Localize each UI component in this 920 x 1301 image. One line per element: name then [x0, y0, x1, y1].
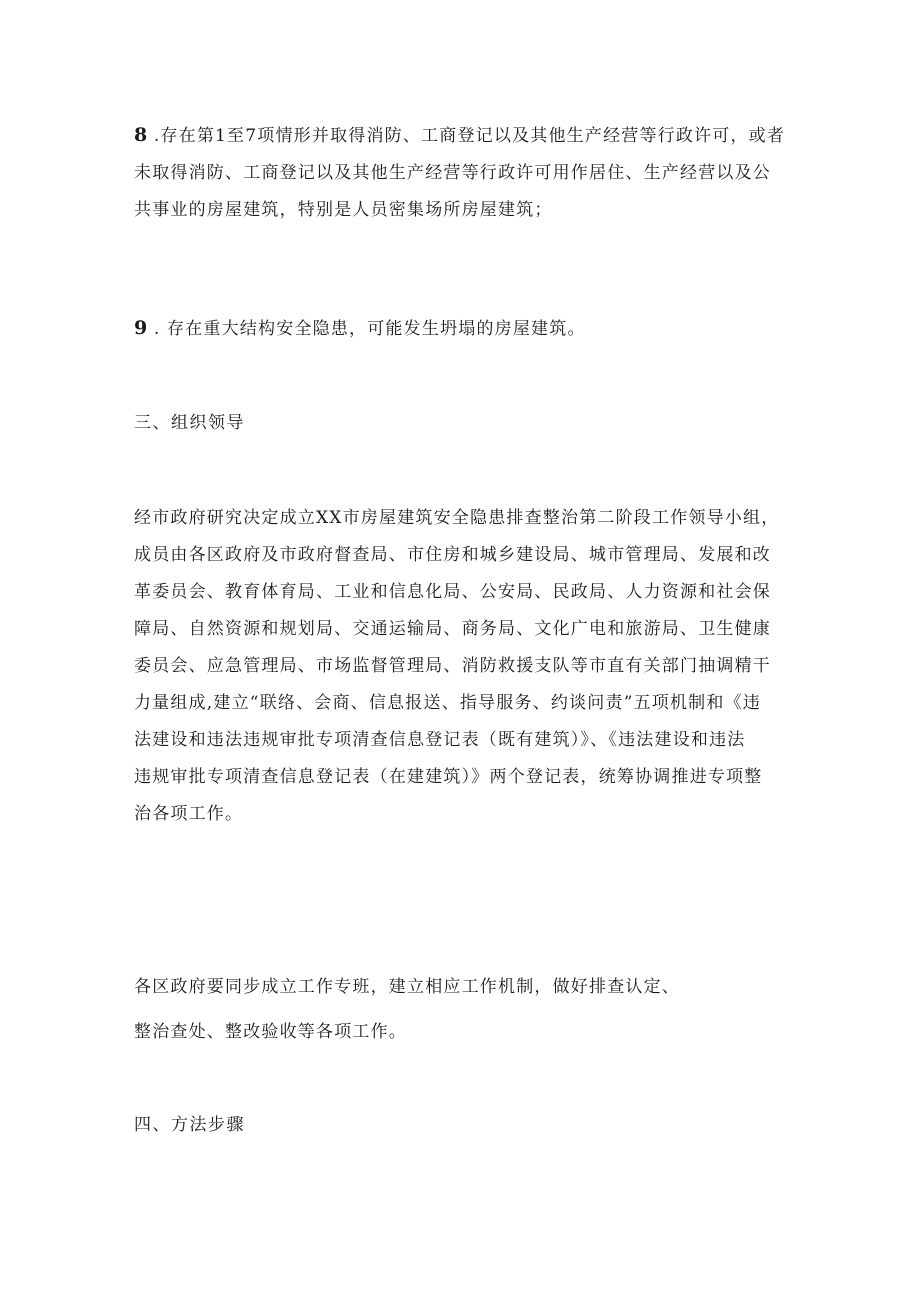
item-9-text: . 存在重大结构安全隐患，可能发生坍塌的房屋建筑。: [147, 319, 586, 339]
section-4-heading-block: [134, 1107, 794, 1144]
section-3-paragraph-2: [134, 965, 794, 1055]
item-8-line-1-text: .存在第1至7项情形并取得消防、工商登记以及其他生产经营等行政许可，或者: [147, 126, 786, 146]
section-3-heading-block: [134, 405, 794, 442]
s3p1-line: 成员由各区政府及市政府督查局、市住房和城乡建设局、城市管理局、发展和改: [134, 545, 771, 565]
s3p1-line: 治各项工作。: [134, 804, 244, 824]
s3p2-line: 各区政府要同步成立工作专班，建立相应工作机制，做好排查认定、: [134, 977, 680, 997]
section-3-heading: 三、组织领导: [134, 413, 245, 433]
item-8-paragraph: [134, 117, 794, 229]
s3p1-line: 委员会、应急管理局、市场监督管理局、消防救援支队等市直有关部门抽调精干: [134, 656, 771, 676]
s3p1-line: 违规审批专项清查信息登记表（在建建筑）》两个登记表，统筹协调推进专项整: [134, 767, 763, 787]
s3p1-line: 力量组成,建立“联络、会商、信息报送、指导服务、约谈问责”五项机制和《违: [134, 693, 761, 713]
section-4-heading: 四、方法步骤: [134, 1115, 245, 1135]
s3p2-line: 整治查处、整改验收等各项工作。: [134, 1022, 407, 1042]
s3p1-line: 革委员会、教育体育局、工业和信息化局、公安局、民政局、人力资源和社会保: [134, 582, 771, 602]
section-3-paragraph-1: [134, 500, 794, 833]
s3p1-line: 法建设和违法违规审批专项清查信息登记表（既有建筑）》、《违法建设和违法: [134, 730, 746, 750]
item-9-line: [134, 310, 794, 348]
item-8-number: 8: [134, 124, 148, 146]
item-8-line-2: 未取得消防、工商登记以及其他生产经营等行政许可用作居住、生产经营以及公: [134, 163, 771, 183]
item-9-number: 9: [134, 317, 148, 339]
item-8-line-3: 共事业的房屋建筑，特别是人员密集场所房屋建筑；: [134, 200, 553, 220]
item-9-paragraph: [134, 310, 794, 348]
s3p1-line: 经市政府研究决定成立XX市房屋建筑安全隐患排查整治第二阶段工作领导小组，: [134, 508, 780, 528]
s3p1-line: 障局、自然资源和规划局、交通运输局、商务局、文化广电和旅游局、卫生健康: [134, 619, 771, 639]
item-8-line-1: [134, 117, 794, 155]
